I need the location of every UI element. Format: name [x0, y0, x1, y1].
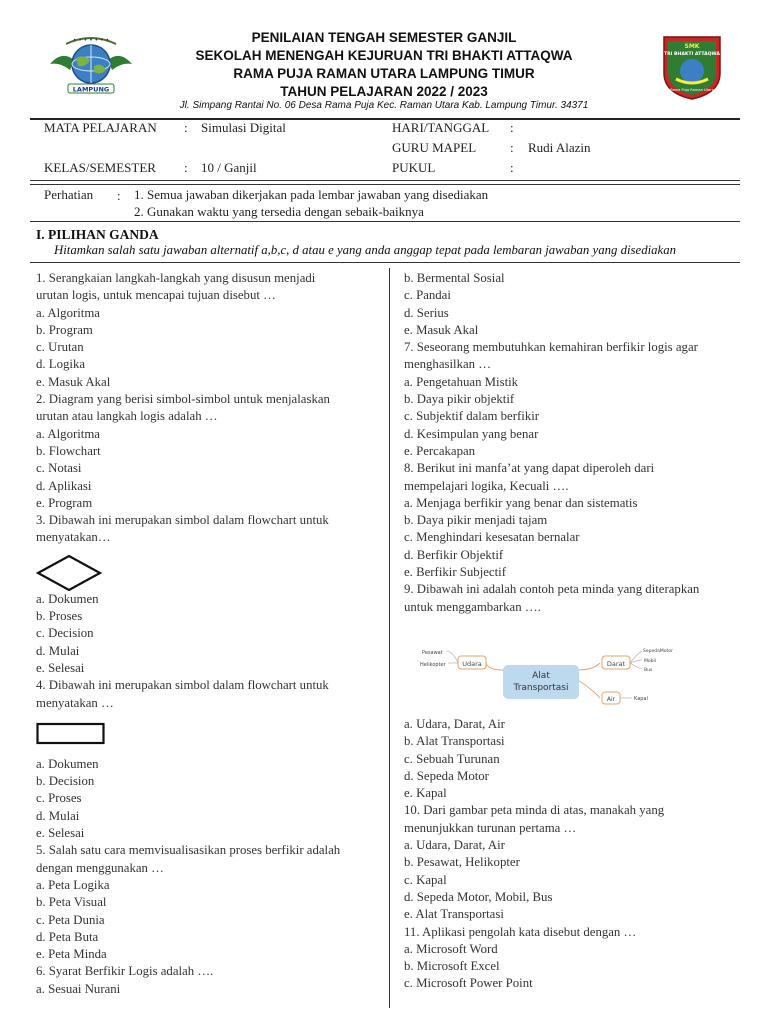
mindmap-mobil: Mobil	[644, 658, 656, 664]
option-b: b. Pesawat, Helikopter	[404, 855, 520, 870]
day-colon: :	[510, 120, 514, 135]
mindmap-kapal: Kapal	[634, 695, 648, 702]
notice-item-2: 2. Gunakan waktu yang tersedia dengan sebaik-baiknya	[134, 204, 424, 219]
left-column	[36, 270, 381, 998]
header-address: Jl. Simpang Rantai No. 06 Desa Rama Puja Kec. Raman Utara Kab. Lampung Timur. 34371	[179, 100, 589, 111]
option-e: e. Masuk Akal	[404, 322, 479, 337]
question-9	[404, 581, 744, 802]
option-b: b. Flowchart	[36, 443, 101, 458]
option-b: b. Microsoft Excel	[404, 959, 500, 974]
option-d: d. Kesimpulan yang benar	[404, 426, 539, 441]
question-7	[404, 339, 744, 460]
question-text: menghasilkan …	[404, 357, 492, 372]
option-c: c. Peta Dunia	[36, 912, 105, 927]
question-text: dengan menggunakan …	[36, 860, 164, 875]
question-text: 9. Dibawah ini adalah contoh peta minda yang diterapkan	[404, 582, 700, 597]
question-10	[404, 802, 744, 923]
time-colon: :	[510, 160, 514, 175]
option-e: e. Kapal	[404, 786, 447, 801]
question-text: 6. Syarat Berfikir Logis adalah ….	[36, 964, 214, 979]
right-logo-name: TRI BHAKTI ATTAQWA	[664, 52, 720, 57]
question-text: menyatakan …	[36, 695, 114, 710]
option-c: c. Subjektif dalam berfikir	[404, 409, 540, 424]
question-4	[36, 677, 381, 842]
option-c: c. Sebuah Turunan	[404, 751, 500, 766]
option-c: c. Proses	[36, 791, 82, 806]
option-a: a. Algoritma	[36, 305, 100, 320]
option-a: a. Dokumen	[36, 756, 99, 771]
question-text: 8. Berikut ini manfa’at yang dapat diperoleh dari	[404, 461, 655, 476]
header-school: SEKOLAH MENENGAH KEJURUAN TRI BHAKTI ATTAQWA	[195, 48, 573, 63]
option-b: b. Bermental Sosial	[404, 271, 505, 285]
question-text: 2. Diagram yang berisi simbol-simbol untuk menjalaskan	[36, 392, 330, 407]
mind-map-image	[404, 616, 744, 716]
right-logo-motto: Rama Puja Raman Utara	[670, 88, 714, 92]
option-a: a. Pengetahuan Mistik	[404, 374, 519, 389]
teacher-value: Rudi Alazin	[528, 140, 591, 155]
mindmap-center-2: Transportasi	[513, 682, 569, 693]
question-6-continued	[404, 270, 744, 339]
notice-label: Perhatian	[44, 187, 94, 202]
question-text: 5. Salah satu cara memvisualisasikan proses berfikir adalah	[36, 843, 341, 858]
info-divider-bottom	[30, 184, 740, 185]
mindmap-udara: Udara	[462, 659, 482, 668]
option-e: e. Program	[36, 495, 93, 510]
question-2	[36, 391, 381, 512]
mindmap-bus: Bus	[644, 667, 653, 673]
question-5	[36, 842, 381, 963]
option-c: c. Urutan	[36, 340, 84, 355]
question-3	[36, 512, 381, 677]
question-text: menyatakan…	[36, 530, 111, 545]
question-text: 7. Seseorang membutuhkan kemahiran berfikir logis agar	[404, 340, 698, 355]
section-divider	[30, 262, 740, 263]
teacher-colon: :	[510, 140, 514, 155]
option-d: d. Peta Buta	[36, 929, 99, 944]
option-b: b. Program	[36, 322, 93, 337]
option-d: d. Berfikir Objektif	[404, 547, 504, 562]
question-text: 11. Aplikasi pengolah kata disebut dengan …	[404, 924, 637, 939]
class-colon: :	[184, 160, 188, 175]
option-e: e. Percakapan	[404, 443, 476, 458]
question-text: mempelajari logika, Kecuali ….	[404, 478, 569, 493]
option-a: a. Udara, Darat, Air	[404, 838, 505, 853]
option-a: a. Sesuai Nurani	[36, 981, 121, 996]
mindmap-helikopter: Helikopter	[420, 661, 446, 668]
column-divider	[389, 268, 390, 1008]
class-value: 10 / Ganjil	[201, 160, 257, 175]
question-text: 3. Dibawah ini merupakan simbol dalam flowchart untuk	[36, 513, 329, 528]
option-b: b. Daya pikir objektif	[404, 392, 515, 407]
question-text: menunjukkan turunan pertama …	[404, 820, 577, 835]
svg-text:• • • • • • •: • • • • • • •	[72, 37, 110, 44]
question-text: 4. Dibawah ini merupakan simbol dalam flowchart untuk	[36, 678, 329, 693]
mindmap-darat: Darat	[606, 659, 626, 668]
option-a: a. Menjaga berfikir yang benar dan sistematis	[404, 495, 638, 510]
question-11	[404, 924, 744, 993]
subject-value: Simulasi Digital	[201, 120, 286, 135]
notice-colon: :	[117, 188, 121, 203]
info-divider-top	[30, 180, 740, 181]
process-symbol	[36, 712, 381, 756]
option-e: e. Selesai	[36, 660, 85, 675]
option-d: d. Mulai	[36, 808, 80, 823]
teacher-label: GURU MAPEL	[392, 140, 477, 155]
decision-symbol	[36, 547, 381, 591]
option-c: c. Pandai	[404, 288, 451, 303]
header-year: TAHUN PELAJARAN 2022 / 2023	[280, 84, 488, 99]
question-6	[36, 963, 381, 998]
section-title: I. PILIHAN GANDA	[36, 227, 159, 242]
option-a: a. Algoritma	[36, 426, 100, 441]
option-c: c. Menghindari kesesatan bernalar	[404, 530, 580, 545]
question-text: 10. Dari gambar peta minda di atas, manakah yang	[404, 803, 665, 818]
option-b: b. Daya pikir menjadi tajam	[404, 513, 548, 528]
option-b: b. Peta Visual	[36, 895, 107, 910]
class-label: KELAS/SEMESTER	[44, 160, 156, 175]
option-d: d. Sepeda Motor	[404, 768, 489, 783]
option-e: e. Alat Transportasi	[404, 907, 504, 922]
option-d: d. Mulai	[36, 643, 80, 658]
option-a: a. Udara, Darat, Air	[404, 716, 505, 731]
option-d: d. Serius	[404, 305, 449, 320]
question-1	[36, 270, 381, 391]
question-text: urutan atau langkah logis adalah …	[36, 409, 218, 424]
option-b: b. Proses	[36, 609, 83, 624]
option-d: d. Sepeda Motor, Mobil, Bus	[404, 889, 553, 904]
option-c: c. Notasi	[36, 461, 82, 476]
question-text: urutan logis, untuk mencapai tujuan disebut …	[36, 288, 276, 303]
question-8	[404, 460, 744, 581]
mindmap-center-1: Alat	[532, 670, 550, 681]
option-a: a. Microsoft Word	[404, 941, 498, 956]
mindmap-pesawat: Pesawat	[422, 649, 443, 656]
header-location: RAMA PUJA RAMAN UTARA LAMPUNG TIMUR	[233, 66, 535, 81]
right-logo-top: SMK	[684, 43, 700, 50]
option-e: e. Selesai	[36, 826, 85, 841]
question-text: 1. Serangkaian langkah-langkah yang disusun menjadi	[36, 271, 316, 285]
time-label: PUKUL	[392, 160, 436, 175]
option-b: b. Alat Transportasi	[404, 734, 505, 749]
option-a: a. Dokumen	[36, 591, 99, 606]
option-e: e. Berfikir Subjectif	[404, 565, 506, 580]
left-logo-text: LAMPUNG	[72, 85, 110, 94]
option-d: d. Aplikasi	[36, 478, 92, 493]
day-label: HARI/TANGGAL	[392, 120, 490, 135]
option-e: e. Masuk Akal	[36, 374, 111, 389]
option-b: b. Decision	[36, 774, 95, 789]
right-column	[404, 270, 744, 993]
option-c: c. Decision	[36, 626, 94, 641]
option-c: c. Kapal	[404, 872, 447, 887]
notice-divider	[30, 221, 740, 222]
section-instruction: Hitamkan salah satu jawaban alternatif a,b,c, d atau e yang anda anggap tepat pada lembaran jawaban yang disediakan	[54, 243, 677, 257]
subject-colon: :	[184, 120, 188, 135]
option-d: d. Logika	[36, 357, 86, 372]
header-title: PENILAIAN TENGAH SEMESTER GANJIL	[251, 30, 517, 45]
option-e: e. Peta Minda	[36, 947, 107, 962]
mindmap-sepeda-motor: SepedaMotor	[643, 648, 673, 654]
notice-item-1: 1. Semua jawaban dikerjakan pada lembar jawaban yang disediakan	[134, 187, 489, 202]
subject-label: MATA PELAJARAN	[44, 120, 157, 135]
option-c: c. Microsoft Power Point	[404, 976, 533, 991]
question-text: untuk menggambarkan ….	[404, 599, 541, 614]
option-a: a. Peta Logika	[36, 877, 110, 892]
mindmap-air: Air	[606, 695, 616, 703]
